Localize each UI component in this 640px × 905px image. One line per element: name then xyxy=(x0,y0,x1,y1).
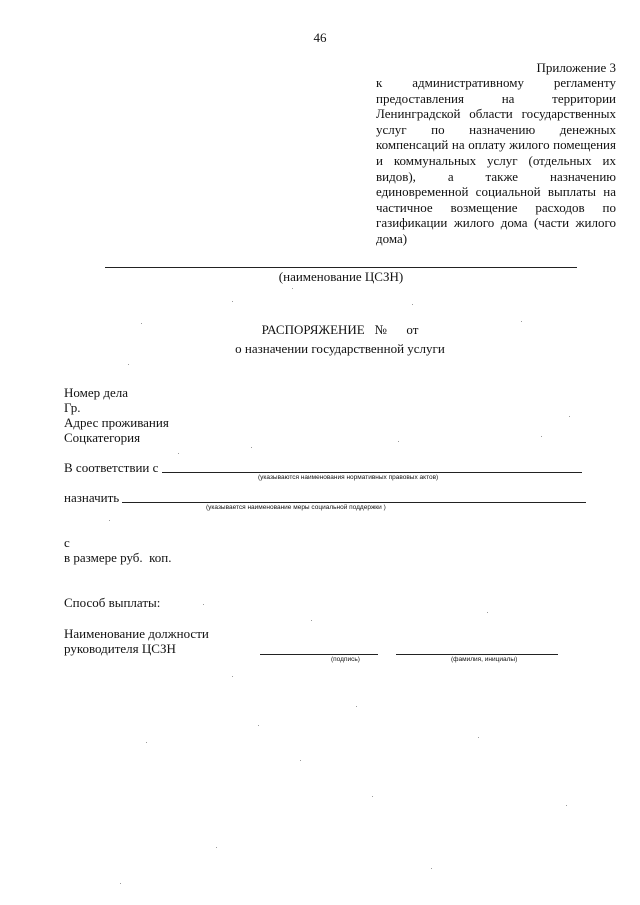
page-number: 46 xyxy=(313,30,327,45)
period-from-label: с xyxy=(64,535,70,550)
org-name-caption: (наименование ЦСЗН) xyxy=(278,269,404,284)
accordance-caption: (указываются наименования нормативных правовых актов) xyxy=(258,474,439,481)
name-line xyxy=(396,654,558,655)
signatory-position-line1: Наименование должности xyxy=(64,626,209,641)
signatory-position-line2: руководителя ЦСЗН xyxy=(64,641,176,656)
order-heading: РАСПОРЯЖЕНИЕ № от xyxy=(261,322,419,337)
assign-caption: (указывается наименование меры социальной поддержки ) xyxy=(206,504,386,511)
assign-line xyxy=(122,502,586,503)
order-subtitle: о назначении государственной услуги xyxy=(235,341,445,356)
accordance-line xyxy=(162,472,582,473)
annex-title: Приложение 3 xyxy=(536,60,616,75)
citizen-label: Гр. xyxy=(64,400,81,415)
signature-caption: (подпись) xyxy=(331,656,360,663)
amount-label: в размере руб. коп. xyxy=(64,550,172,565)
org-name-line xyxy=(105,267,577,268)
assign-label: назначить xyxy=(64,490,120,505)
case-number-label: Номер дела xyxy=(64,385,129,400)
annex-text: к административному регламенту предоставления на территории Ленинградской области государственных услуг по назначению денежных компенсаций на оплату жилого помещения и коммунальных услуг (отдельных их видов), а также назначению единовременной социальной выплаты на частичное возмещение расходов по газификации жилого дома (части жилого дома) xyxy=(376,75,616,246)
social-category-label: Соцкатегория xyxy=(64,430,141,445)
accordance-label: В соответствии с xyxy=(64,460,159,475)
address-label: Адрес проживания xyxy=(64,415,169,430)
payment-method-label: Способ выплаты: xyxy=(64,595,161,610)
name-caption: (фамилия, инициалы) xyxy=(451,656,518,663)
signature-line xyxy=(260,654,378,655)
